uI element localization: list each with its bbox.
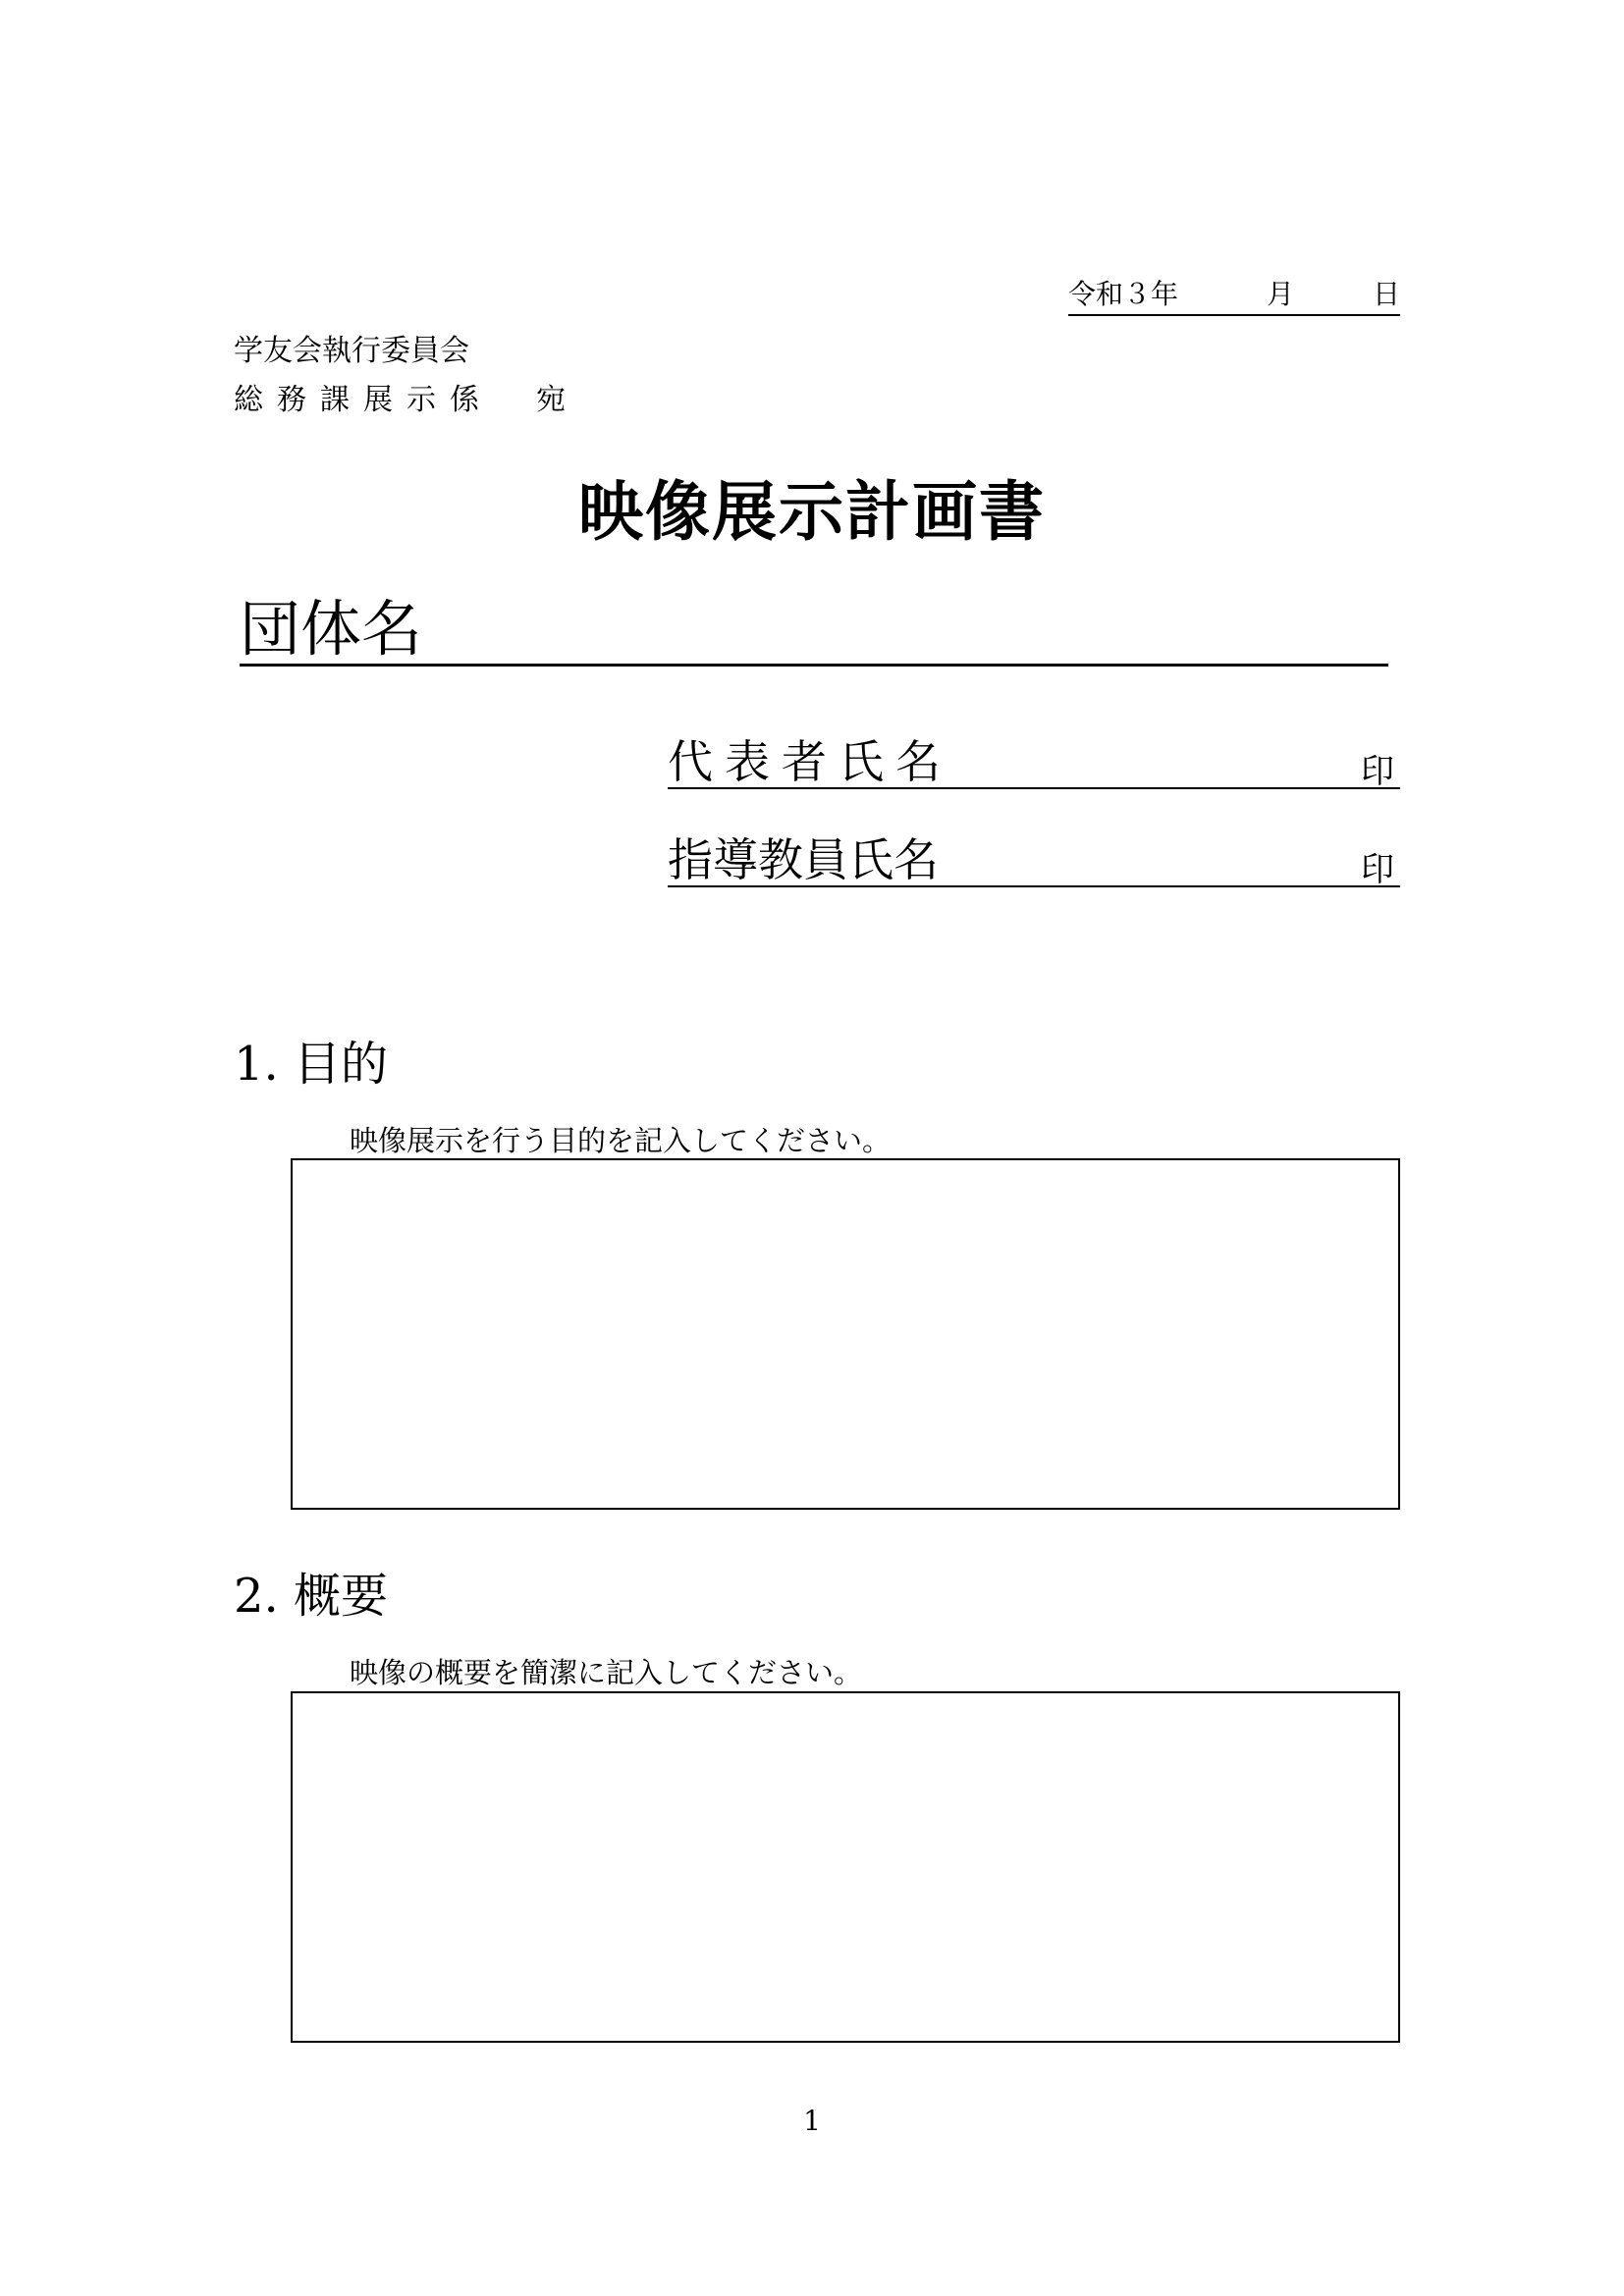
section-overview-instruction: 映像の概要を簡潔に記入してください。 <box>350 1656 863 1689</box>
representative-seal-mark: 印 <box>1361 752 1394 791</box>
representative-name-field[interactable] <box>668 787 1400 789</box>
advisor-name-label: 指導教員氏名 <box>668 833 939 886</box>
group-name-field[interactable] <box>240 664 1388 667</box>
section-overview-title: 2. 概要 <box>234 1569 389 1624</box>
section-purpose-title: 1. 目的 <box>234 1037 389 1092</box>
section-purpose-instruction: 映像展示を行う目的を記入してください。 <box>350 1124 892 1157</box>
date-field[interactable] <box>1068 275 1400 316</box>
document-title: 映像展示計画書 <box>578 474 1046 550</box>
overview-input-box[interactable] <box>291 1691 1400 2043</box>
date-month-label: 月 <box>1267 278 1295 310</box>
group-name-label: 団体名 <box>240 593 423 665</box>
date-day-label: 日 <box>1373 278 1401 310</box>
addressee-committee: 学友会執行委員会 <box>234 334 469 368</box>
advisor-seal-mark: 印 <box>1361 850 1394 889</box>
advisor-name-field[interactable] <box>668 885 1400 887</box>
addressee-section: 総務課展示係 宛 <box>234 383 579 417</box>
representative-name-label: 代表者氏名 <box>668 735 952 788</box>
date-era-year: 令和３年 <box>1068 278 1179 310</box>
purpose-input-box[interactable] <box>291 1158 1400 1510</box>
page-number: 1 <box>803 2105 821 2137</box>
